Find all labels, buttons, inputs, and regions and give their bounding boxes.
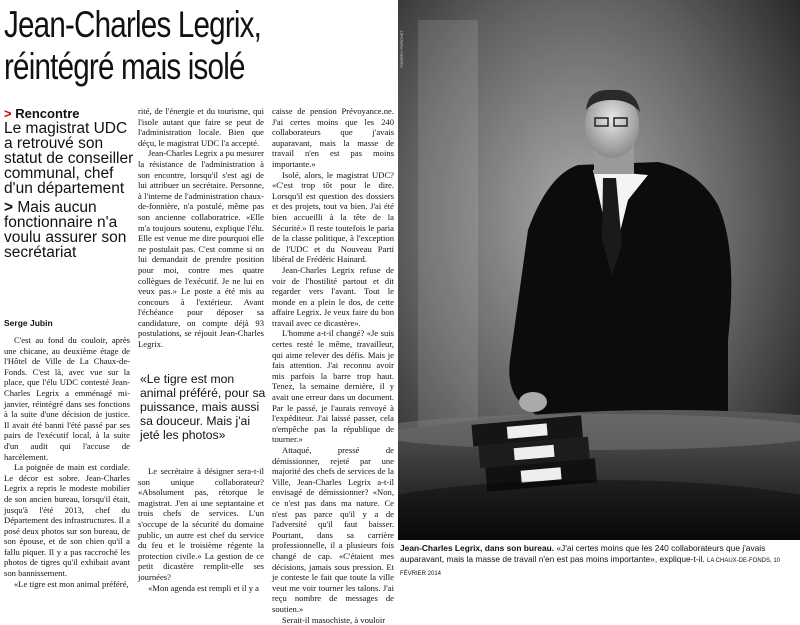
headline-line-1: Jean-Charles Legrix,	[4, 4, 396, 46]
byline: Serge Jubin	[4, 318, 53, 328]
headline	[4, 4, 396, 88]
column-3	[272, 106, 394, 625]
paragraph: «Mon agenda est rempli et il y a	[138, 583, 264, 594]
paragraph: Jean-Charles Legrix refuse de voir de l'hostilité partout et dit regarder vers l'avant. Tout le monde en a plein le dos, de cette affaire Legrix. Je veux faire du bon travail avec ce dicastère».	[272, 265, 394, 329]
paragraph: caisse de pension Prévoyance.ne. J'ai certes moins que les 240 collaborateurs que j'avais auparavant, mais la masse de travail n'en est pas moins importante.»	[272, 106, 394, 170]
photo-caption	[400, 543, 798, 580]
lead-arrow-icon: >	[4, 199, 13, 216]
kicker-label: Rencontre	[15, 106, 79, 121]
portrait-photo	[398, 0, 800, 540]
pull-quote: «Le tigre est mon animal préféré, pour sa puissance, mais aussi sa douceur. Mais j'ai jeté les photos»	[140, 372, 266, 442]
paragraph: Le secrétaire à désigner sera-t-il son unique collaborateur? «Absolument pas, rétorque le magistrat. J'en ai une septantaine et trois chefs de services. L'un s'occupe de la sécurité du domaine public, un autre est chef du service du feu et le troisième régente la protection civile.» La gestion de ce petit dicastère remplit-elle ses journées?	[138, 466, 264, 583]
headline-line-2: réintégré mais isolé	[4, 46, 396, 88]
kicker-arrow-icon: >	[4, 106, 12, 121]
paragraph: «Le tigre est mon animal préféré,	[4, 579, 130, 590]
paragraph: C'est au fond du couloir, après une chicane, au deuxième étage de l'Hôtel de Ville de La Chaux-de-Fonds. C'est là, avec vue sur la place, que l'élu UDC contesté Jean-Charles Legrix a emménagé mi-janvier, réintégré dans ses fonctions à la suite d'une décision de justice. Il avait été banni l'été passé par ses pairs de l'exécutif local, à la suite d'un audit qui l'accuse de harcèlement.	[4, 335, 130, 462]
paragraph: La poignée de main est cordiale. Le décor est sobre. Jean-Charles Legrix a repris le modeste mobilier de son ancien bureau, lorsqu'il était, jusqu'à l'été 2013, chef du Département des infrastructures. Il a posé deux photos sur son bureau, de son épouse, et de son chien qu'il a fallu piquer. Il y a pas raccroché les photos de tigres qu'il exhibait avant son bannissement.	[4, 462, 130, 579]
caption-source: LA CHAUX-DE-FONDS, 10 FÉVRIER 2014	[400, 558, 780, 577]
kicker	[4, 106, 139, 264]
caption-text: «J'ai certes moins que les 240 collaborateurs que j'avais auparavant, mais la masse de travail n'en est pas moins importante», explique-t-il.	[400, 543, 765, 564]
portrait-photo-illustration	[398, 0, 800, 540]
paragraph: Jean-Charles Legrix a pu mesurer la résistance de l'administration à son encontre, lorsqu'il s'est agi de lui attribuer un secrétaire. Personne, à l'interne de l'administration chaux-de-fonnière, n'a postulé, même pas son ancienne collaboratrice. «Elle m'a toujours soutenu, explique l'élu. Elle est venue me dire pourquoi elle ne postulait pas. C'est comme si on lui demandait de prendre position pour moi, contre mes quatre collègues de l'exécutif. Je ne lui en veux pas.» Le poste a été mis au concours à l'extérieur. Avant l'échéance pour déposer sa candidature, on compte déjà 93 postulations, se réjouit Jean-Charles Legrix.	[138, 148, 264, 349]
paragraph: Attaqué, pressé de démissionner, rejeté par une majorité des chefs de services de la Ville, Jean-Charles Legrix a-t-il envisagé de démissionner? «Non, ce n'est pas dans ma nature. Ce n'est pas parce qu'il y a de l'adversité qu'il faut baisser. Pourtant, dans sa carrière professionnelle, il a plusieurs fois changé de cap. «C'étaient mes décisions, jamais sous pression. Et je conteste le fait que toute la ville veut me voir tourner les talons. J'ai reçu nombre de messages de soutien.»	[272, 445, 394, 615]
lead-2: Mais aucun fonctionnaire n'a voulu assurer son secrétariat	[4, 199, 126, 261]
paragraph: Isolé, alors, le magistrat UDC? «C'est trop tôt pour le dire. Lorsqu'il est question des dossiers et des projets, tout va bien. J'ai été bien accueilli à la tête de la Sécurité.» Il reste toutefois le paria de la classe politique, à l'exception de l'UDC et du Nouveau Parti libéral de Frédéric Hainard.	[272, 170, 394, 265]
lead-1: Le magistrat UDC a retrouvé son statut de conseiller communal, chef d'un département	[4, 121, 139, 196]
caption-title: Jean-Charles Legrix, dans son bureau.	[400, 543, 554, 553]
column-1	[4, 335, 130, 589]
column-2	[138, 106, 264, 350]
column-2-continued	[138, 466, 264, 593]
paragraph: L'homme a-t-il changé? «Je suis certes resté le même, travailleur, qui aime relever des défis. Mais je fais attention. J'ai reconnu avoir mis parfois la barre trop haut. Tenez, la semaine dernière, il y avait une erreur dans un document. Par le passé, je l'aurais renvoyé à l'expéditeur. J'ai laissé passer, cela n'empêche pas la république de tourner.»	[272, 328, 394, 445]
paragraph: rité, de l'énergie et du tourisme, qui l'isole autant que faire se peut de l'administration locale. Bien que déçu, le magistrat UDC l'a accepté.	[138, 106, 264, 148]
paragraph: Serait-il masochiste, à vouloir	[272, 615, 394, 625]
photo-credit: THIERRY PORCHET	[399, 30, 404, 68]
